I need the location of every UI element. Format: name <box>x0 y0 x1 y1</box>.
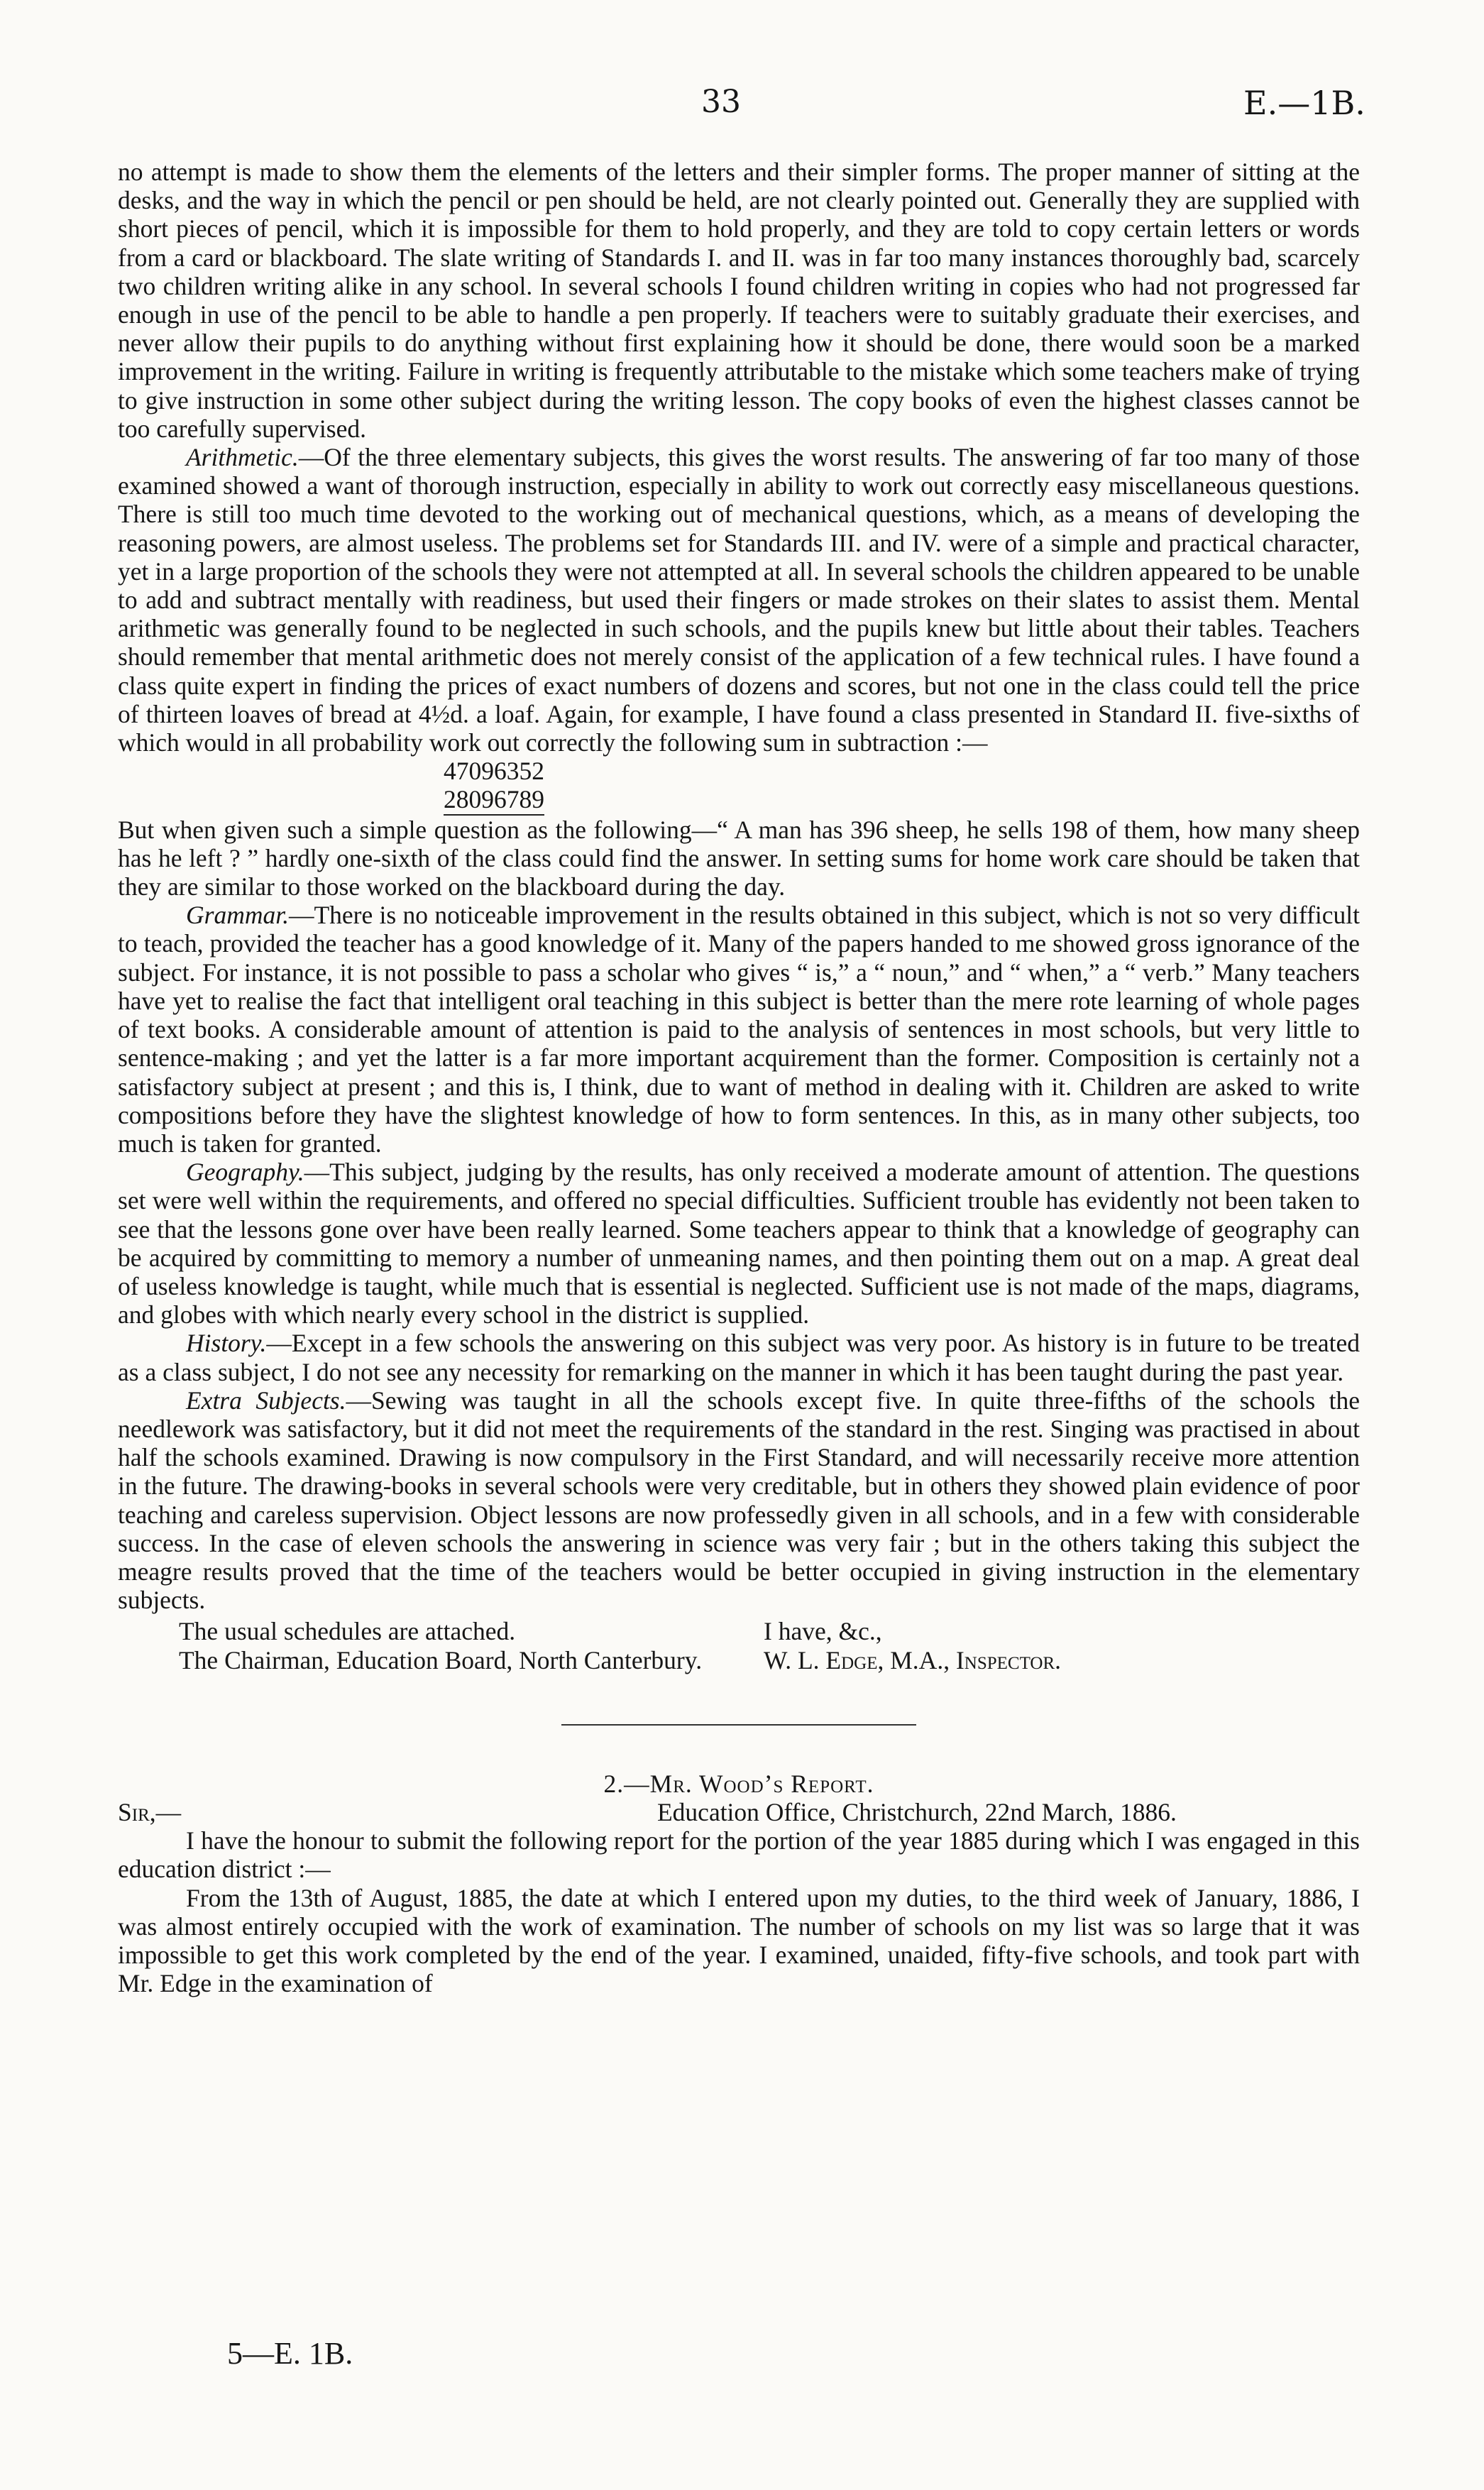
report-title: 2.—Mr. Wood’s Report. <box>603 1769 874 1798</box>
signature-mark: 5—E. 1B. <box>227 2336 353 2371</box>
paragraph-history <box>118 1329 1360 1386</box>
section-divider <box>561 1724 916 1726</box>
addressee: The Chairman, Education Board, North Canterbury. <box>179 1645 703 1674</box>
schedules-note: The usual schedules are attached. <box>179 1617 516 1646</box>
paragraph-report-intro: I have the honour to submit the following report for the portion of the year 1885 during which I was engaged in this education district :— <box>118 1826 1360 1884</box>
sum-subtrahend: 28096789 <box>444 785 544 815</box>
salutation: Sir,— <box>118 1797 182 1826</box>
heading-geography: Geography. <box>186 1158 304 1187</box>
paragraph-arithmetic <box>118 443 1360 757</box>
signature-edge: W. L. Edge, M.A., Inspector. <box>764 1645 1062 1674</box>
paragraph-writing: no attempt is made to show them the elements of the letters and their simpler forms. The proper manner of sitting at the desks, and the way in which the pencil or pen should be held, are not clearly pointed out. Generally they are supplied with short pieces of pencil, which it is impossible for them to hold properly, and they are told to copy certain letters or words from a card or blackboard. The slate writing of Standards I. and II. was in far too many instances thoroughly bad, scarcely two children writing alike in any school. In several schools I found children writing in copies who had not progressed far enough in use of the pencil to be able to handle a pen properly. If teachers were to suitably graduate their exercises, and never allow their pupils to do anything without first explaining how it should be done, there would soon be a marked improvement in the writing. Failure in writing is frequently attributable to the mistake which some teachers make of trying to give instruction in some other subject during the writing lesson. The copy books of even the highest classes cannot be too carefully supervised. <box>118 158 1360 443</box>
salutation-row <box>118 1798 1360 1826</box>
heading-extra-subjects: Extra Subjects. <box>186 1386 346 1415</box>
page-number: 33 <box>701 84 741 120</box>
heading-history: History. <box>186 1329 267 1358</box>
paragraph-grammar <box>118 901 1360 1158</box>
paragraph-geography <box>118 1158 1360 1329</box>
series-code: E.—1B. <box>1243 84 1365 122</box>
history-text: —Except in a few schools the answering on this subject was very poor. As history is in future to be treated as a class subject, I do not see any necessity for remarking on the manner in which it has been taught during the past year. <box>118 1329 1360 1386</box>
sum-minuend: 47096352 <box>444 757 544 786</box>
paragraph-sheep: But when given such a simple question as the following—“ A man has 396 sheep, he sells 198 of them, how many sheep has he left ? ” hardly one-sixth of the class could find the answer. In setting sums for home work care should be taken that they are similar to those worked on the blackboard during the day. <box>118 815 1360 901</box>
geography-text: —This subject, judging by the results, has only received a moderate amount of attention. The questions set were well within the requirements, and offered no special difficulties. Sufficient trouble has evidently not been taken to see that the lessons gone over have been really learned. Some teachers appear to think that a knowledge of geography can be acquired by committing to memory a number of unmeaning names, and then pointing them out on a map. A great deal of useless knowledge is taught, while much that is essential is neglected. Sufficient use is not made of the maps, diagrams, and globes with which nearly every school in the district is supplied. <box>118 1158 1360 1329</box>
heading-arithmetic: Arithmetic. <box>186 443 299 472</box>
paragraph-extra-subjects <box>118 1386 1360 1615</box>
arithmetic-text: —Of the three elementary subjects, this gives the worst results. The answering of far too many of those examined showed a want of thorough instruction, especially in ability to work out correctly easy miscellaneous questions. There is still too much time devoted to the working out of mechanical questions, which, as a means of developing the reasoning powers, are almost useless. The problems set for Standards III. and IV. were of a simple and practical character, yet in a large proportion of the schools they were not attempted at all. In several schools the children appeared to be unable to add and subtract mentally with readiness, but used their fingers or made strokes on their slates to assist them. Mental arithmetic was generally found to be neglected in such schools, and the pupils knew but little about their tables. Teachers should remember that mental arithmetic does not merely consist of the application of a few technical rules. I have found a class quite expert in finding the prices of exact numbers of dozens and scores, but not one in the class could tell the price of thirteen loaves of bread at 4½d. a loaf. Again, for example, I have found a class presented in Standard II. five-sixths of which would in all probability work out correctly the following sum in subtraction :— <box>118 443 1360 757</box>
heading-grammar: Grammar. <box>186 901 289 930</box>
closing-block <box>118 1617 1360 1674</box>
body-text <box>118 158 1360 1997</box>
dateline: Education Office, Christchurch, 22nd March, 1886. <box>657 1797 1177 1826</box>
paragraph-report-duties: From the 13th of August, 1885, the date at which I entered upon my duties, to the third week of January, 1886, I was almost entirely occupied with the work of examination. The number of schools on my list was so large that it was impossible to get this work completed by the end of the year. I examined, unaided, fifty-five schools, and took part with Mr. Edge in the examination of <box>118 1883 1360 1998</box>
grammar-text: —There is no noticeable improvement in the results obtained in this subject, which is not so very difficult to teach, provided the teacher has a good knowledge of it. Many of the papers handed to me showed gross ignorance of the subject. For instance, it is not possible to pass a scholar who gives “ is,” a “ noun,” and “ when,” a “ verb.” Many teachers have yet to realise the fact that intelligent oral teaching in this subject is better than the mere rote learning of whole pages of text books. A considerable amount of attention is paid to the analysis of sentences in most schools, but very little to sentence-making ; and yet the latter is a far more important acquirement than the former. Composition is certainly not a satisfactory subject at present ; and this is, I think, due to want of method in dealing with it. Children are asked to write compositions before they have the slightest knowledge of how to form sentences. In this, as in many other subjects, too much is taken for granted. <box>118 901 1360 1158</box>
closing-have: I have, &c., <box>764 1617 882 1646</box>
subtraction-sum <box>118 757 870 815</box>
extra-subjects-text: —Sewing was taught in all the schools except five. In quite three-fifths of the schools the needlework was satisfactory, but it did not meet the requirements of the standard in the rest. Singing was practised in about half the schools examined. Drawing is now compulsory in the First Standard, and will necessarily receive more attention in the future. The drawing-books in several schools were very creditable, but in others they showed plain evidence of poor teaching and careless supervision. Object lessons are now professedly given in all schools, and in a few with considerable success. In the case of eleven schools the answering in science was very fair ; but in the others taking this subject the meagre results proved that the time of the teachers would be better occupied in giving instruction in the elementary subjects. <box>118 1386 1360 1615</box>
